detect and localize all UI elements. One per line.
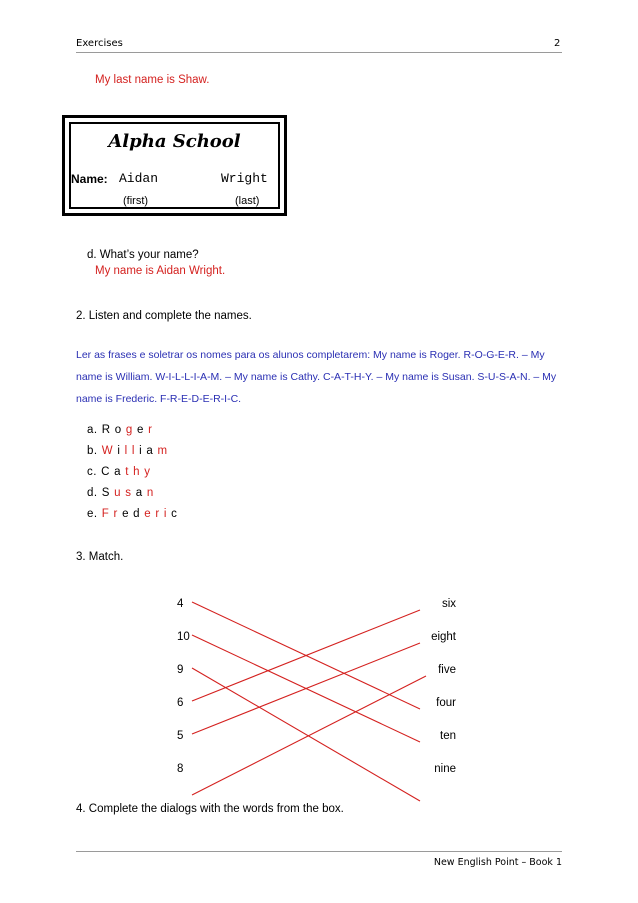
filled-letter: u — [114, 487, 125, 499]
filled-letter: g — [125, 424, 137, 436]
name-item-prefix: b. — [87, 445, 102, 457]
match-line — [192, 610, 420, 701]
given-letter: i — [139, 445, 146, 457]
filled-letter: i — [163, 508, 171, 520]
id-card-name-label: Name: — [71, 172, 108, 186]
answer-d: My name is Aidan Wright. — [95, 265, 226, 277]
match-word-5: ten — [440, 730, 456, 742]
name-item-prefix: e. — [87, 508, 102, 520]
match-word-3: five — [438, 664, 456, 676]
given-letter: a — [114, 466, 125, 478]
exercise-2-teacher-note: Ler as frases e soletrar os nomes para os alunos completarem: My name is Roger. R-O-G-E-R. – My name is William. W-I-L-L-I-A-M. – My name is Cathy. C-A-T-H-Y. – My name is Susan. S-U-S-A-N. – My name is Frederic. F-R-E-D-E-R-I-C. — [76, 349, 557, 405]
footer-book-title: New English Point – Book 1 — [433, 857, 562, 868]
given-letter: o — [114, 424, 126, 436]
given-letter: i — [117, 445, 125, 457]
match-number-1: 4 — [177, 598, 184, 610]
exercise-4-title: 4. Complete the dialogs with the words from the box. — [76, 803, 344, 815]
given-letter: e — [136, 424, 148, 436]
name-item-prefix: a. — [87, 424, 102, 436]
exercise-2-title: 2. Listen and complete the names. — [76, 310, 252, 322]
filled-letter: s — [125, 487, 136, 499]
exercise-3-title: 3. Match. — [76, 551, 124, 563]
given-letter: c — [171, 508, 178, 520]
id-card-last-name: Wright — [221, 171, 268, 186]
match-number-3: 9 — [177, 664, 184, 676]
given-letter: C — [101, 466, 114, 478]
filled-letter: r — [148, 424, 153, 436]
filled-letter: r — [155, 508, 164, 520]
given-letter: a — [135, 487, 147, 499]
id-card-last-caption: (last) — [235, 195, 260, 207]
filled-letter: l — [124, 445, 132, 457]
match-number-4: 6 — [177, 697, 184, 709]
match-number-6: 8 — [177, 763, 184, 775]
match-number-2: 10 — [177, 631, 190, 643]
footer-divider — [76, 851, 562, 852]
filled-letter: F — [101, 508, 114, 520]
match-word-6: nine — [434, 763, 456, 775]
given-letter: S — [101, 487, 114, 499]
name-item-prefix: c. — [87, 466, 101, 478]
id-card-first-name: Aidan — [119, 171, 159, 186]
filled-letter: h — [133, 466, 144, 478]
filled-letter: y — [144, 466, 151, 478]
match-line — [192, 676, 426, 795]
header-page-number: 2 — [554, 38, 561, 49]
name-item-prefix: d. — [87, 487, 102, 499]
filled-letter: l — [131, 445, 139, 457]
match-word-4: four — [436, 697, 456, 709]
id-card-title: Alpha School — [108, 131, 241, 152]
match-word-1: six — [441, 598, 456, 610]
filled-letter: W — [101, 445, 117, 457]
match-number-5: 5 — [177, 730, 184, 742]
filled-letter: m — [157, 445, 168, 457]
given-letter: a — [146, 445, 157, 457]
given-letter: d — [133, 508, 144, 520]
given-letter: e — [122, 508, 133, 520]
question-d: d. What’s your name? — [87, 249, 199, 261]
id-card-first-caption: (first) — [123, 195, 149, 207]
match-word-2: eight — [431, 631, 456, 643]
answer-last-name: My last name is Shaw. — [95, 74, 210, 86]
header-section-title: Exercises — [76, 38, 123, 49]
filled-letter: n — [146, 487, 154, 499]
filled-letter: e — [144, 508, 155, 520]
given-letter: R — [101, 424, 115, 436]
filled-letter: r — [113, 508, 122, 520]
filled-letter: t — [125, 466, 133, 478]
